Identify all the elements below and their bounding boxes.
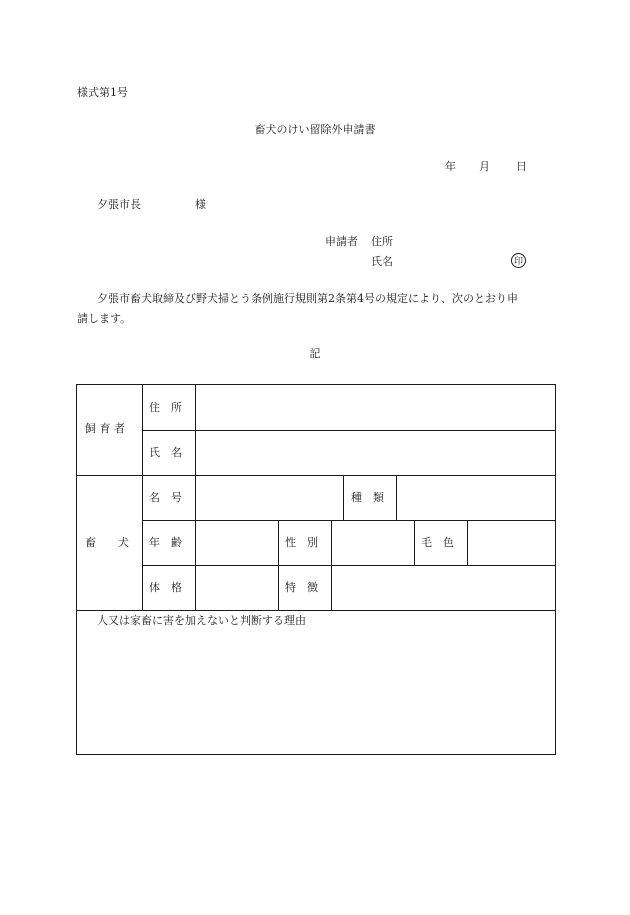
column-divider — [343, 475, 344, 520]
addressee: 夕張市長 — [97, 198, 141, 211]
body-paragraph-line-1: 夕張市畜犬取締及び野犬掃とう条例施行規則第2条第4号の規定により、次のとおり申 — [97, 292, 518, 305]
column-divider — [467, 520, 468, 565]
column-divider — [331, 520, 332, 610]
dog-features-label: 特 徴 — [285, 581, 318, 594]
column-divider — [142, 385, 143, 610]
dog-age-label: 年 齢 — [149, 536, 182, 549]
column-divider — [278, 520, 279, 610]
owner-group-label: 飼 育 者 — [85, 422, 125, 435]
column-divider — [396, 475, 397, 520]
date-year-label: 年 — [445, 160, 456, 173]
dog-sex-label: 性 別 — [285, 536, 318, 549]
seal-mark: 印 — [511, 253, 526, 268]
date-day-label: 日 — [516, 160, 527, 173]
application-table — [76, 384, 556, 755]
applicant-label: 申請者 — [325, 235, 358, 248]
column-divider — [414, 520, 415, 565]
column-divider — [195, 385, 196, 610]
applicant-address-label: 住所 — [371, 235, 393, 248]
dog-name-label: 名 号 — [149, 491, 182, 504]
dog-breed-label: 種 類 — [351, 491, 384, 504]
body-paragraph-line-2: 請します。 — [77, 312, 132, 325]
reason-label: 人又は家畜に害を加えないと判断する理由 — [97, 614, 306, 627]
row-divider — [142, 565, 556, 566]
document-title: 畜犬のけい留除外申請書 — [254, 123, 376, 136]
dog-coat-color-label: 毛 色 — [421, 536, 454, 549]
form-number: 様式第1号 — [77, 86, 128, 99]
dog-group-label: 畜 犬 — [85, 536, 129, 549]
owner-address-label: 住 所 — [149, 401, 182, 414]
row-divider — [142, 520, 556, 521]
owner-name-label: 氏 名 — [149, 446, 182, 459]
row-divider — [142, 430, 556, 431]
applicant-name-label: 氏名 — [371, 255, 393, 268]
row-divider — [77, 610, 556, 611]
dog-build-label: 体 格 — [149, 581, 182, 594]
date-month-label: 月 — [479, 160, 490, 173]
row-divider — [77, 475, 556, 476]
ki-heading: 記 — [309, 347, 321, 360]
addressee-honorific: 様 — [195, 198, 206, 211]
